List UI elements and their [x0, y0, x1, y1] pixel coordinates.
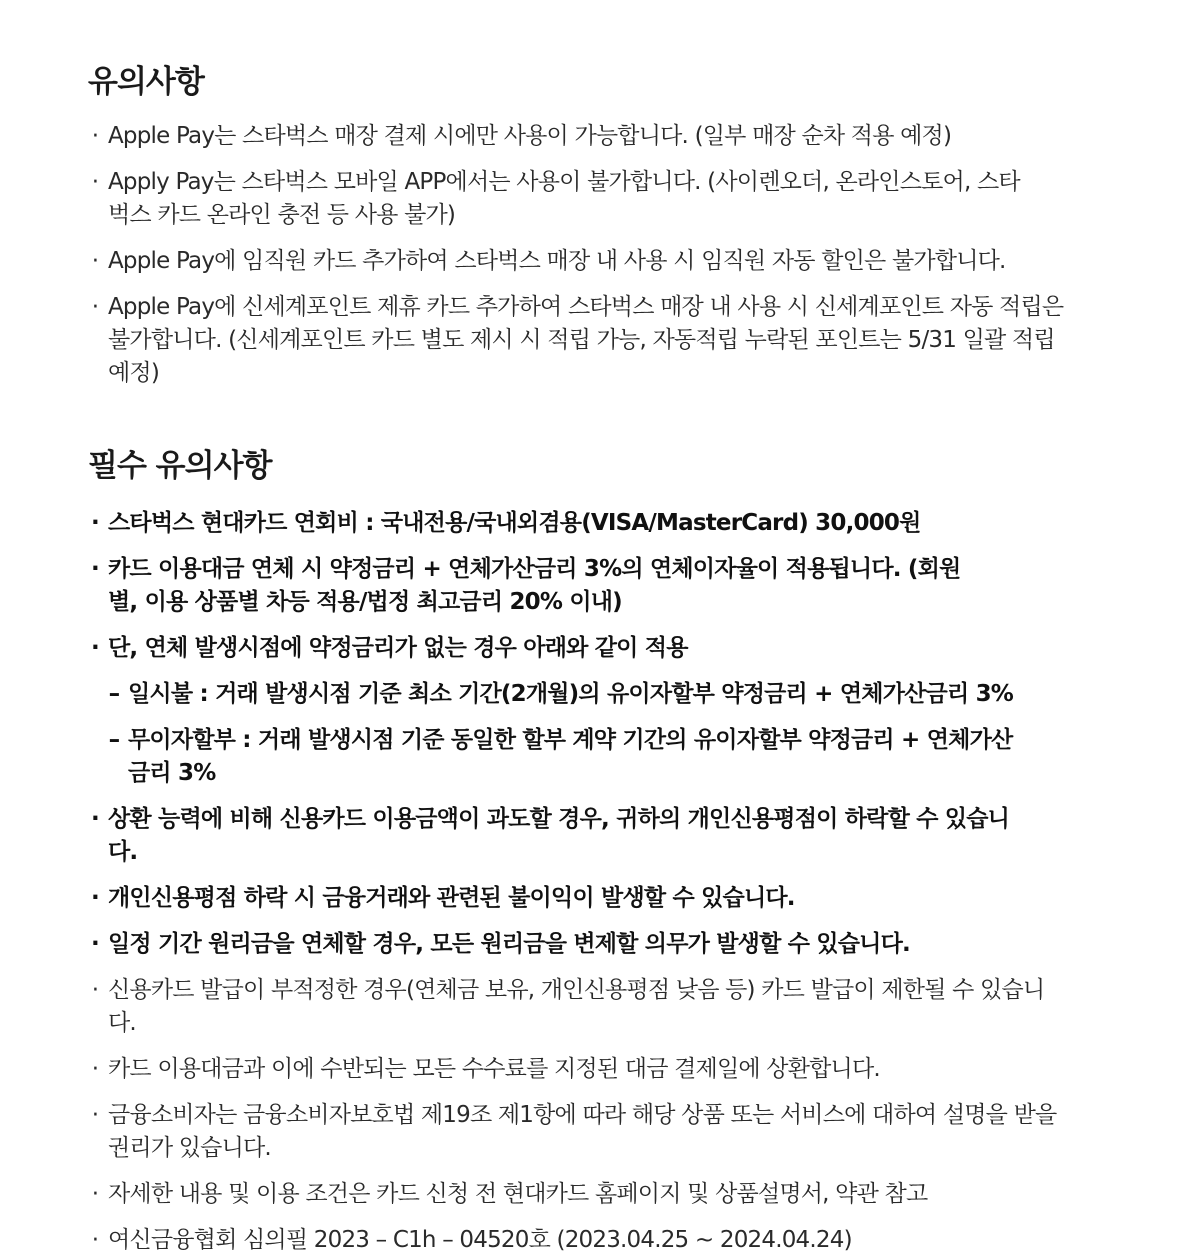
list-item: [88, 1099, 1083, 1165]
required-notice-list: [88, 507, 1088, 1257]
bullet-icon: ·: [91, 248, 99, 274]
bullet-icon: ·: [91, 1227, 99, 1253]
list-item: [88, 1224, 1088, 1257]
list-item: [88, 1178, 1088, 1211]
list-item-text: Apple Pay에 임직원 카드 추가하여 스타벅스 매장 내 사용 시 임직원 자동 할인은 불가합니다.: [108, 248, 1006, 274]
dash-icon: –: [108, 681, 120, 707]
list-item: [88, 166, 1038, 232]
list-item: [88, 120, 1088, 153]
list-item-text: 자세한 내용 및 이용 조건은 카드 신청 전 현대카드 홈페이지 및 상품설명서, 약관 참고: [108, 1181, 928, 1207]
bullet-icon: ·: [91, 123, 99, 149]
sub-list-item: [88, 724, 1028, 790]
list-item-text: 개인신용평점 하락 시 금융거래와 관련된 불이익이 발생할 수 있습니다.: [108, 885, 795, 911]
list-item: [88, 974, 1048, 1040]
list-item-text: 여신금융협회 심의필 2023 – C1h – 04520호 (2023.04.25 ~ 2024.04.24): [108, 1227, 852, 1253]
bullet-icon: ·: [91, 1056, 99, 1082]
list-item: [88, 245, 1088, 278]
list-item: [88, 553, 988, 619]
list-item-text: 일시불 : 거래 발생시점 기준 최소 기간(2개월)의 유이자할부 약정금리 + 연체가산금리 3%: [128, 681, 1014, 707]
bullet-icon: ·: [91, 1102, 99, 1128]
list-item: [88, 803, 1038, 869]
bullet-icon: ·: [91, 294, 99, 320]
bullet-icon: ·: [91, 510, 99, 536]
bullet-icon: ·: [91, 806, 99, 832]
sub-list-item: [88, 678, 1088, 711]
list-item: [88, 882, 1088, 915]
dash-icon: –: [108, 727, 120, 753]
bullet-icon: ·: [91, 1181, 99, 1207]
list-item: [88, 928, 1088, 961]
list-item-text: 카드 이용대금 연체 시 약정금리 + 연체가산금리 3%의 연체이자율이 적용됩니다. (회원별, 이용 상품별 차등 적용/법정 최고금리 20% 이내): [108, 556, 961, 615]
list-item-text: Apple Pay에 신세계포인트 제휴 카드 추가하여 스타벅스 매장 내 사용 시 신세계포인트 자동 적립은 불가합니다. (신세계포인트 카드 별도 제시 시 적립 가능, 자동적립 누락된 포인트는 5/31 일괄 적립 예정): [108, 294, 1064, 386]
list-item-text: 신용카드 발급이 부적정한 경우(연체금 보유, 개인신용평점 낮음 등) 카드 발급이 제한될 수 있습니다.: [108, 977, 1045, 1036]
list-item-text: 금융소비자는 금융소비자보호법 제19조 제1항에 따라 해당 상품 또는 서비스에 대하여 설명을 받을 권리가 있습니다.: [108, 1102, 1057, 1161]
list-item-text: 카드 이용대금과 이에 수반되는 모든 수수료를 지정된 대금 결제일에 상환합니다.: [108, 1056, 880, 1082]
list-item: [88, 632, 1088, 665]
bullet-icon: ·: [91, 635, 99, 661]
list-item: [88, 507, 1088, 540]
notice-list: [88, 120, 1088, 390]
list-item-text: 상환 능력에 비해 신용카드 이용금액이 과도할 경우, 귀하의 개인신용평점이 하락할 수 있습니다.: [108, 806, 1010, 865]
list-item-text: 일정 기간 원리금을 연체할 경우, 모든 원리금을 변제할 의무가 발생할 수 있습니다.: [108, 931, 910, 957]
list-item: [88, 1053, 1088, 1086]
list-item: [88, 291, 1078, 390]
bullet-icon: ·: [91, 885, 99, 911]
list-item-text: Apply Pay는 스타벅스 모바일 APP에서는 사용이 불가합니다. (사이렌오더, 온라인스토어, 스타벅스 카드 온라인 충전 등 사용 불가): [108, 169, 1020, 228]
list-item-text: 스타벅스 현대카드 연회비 : 국내전용/국내외겸용(VISA/MasterCard) 30,000원: [108, 510, 921, 536]
bullet-icon: ·: [91, 931, 99, 957]
bullet-icon: ·: [91, 169, 99, 195]
section-title-notice: 유의사항: [88, 64, 204, 100]
list-item-text: Apple Pay는 스타벅스 매장 결제 시에만 사용이 가능합니다. (일부 매장 순차 적용 예정): [108, 123, 952, 149]
section-title-required-notice: 필수 유의사항: [88, 448, 272, 484]
list-item-text: 무이자할부 : 거래 발생시점 기준 동일한 할부 계약 기간의 유이자할부 약정금리 + 연체가산금리 3%: [128, 727, 1013, 786]
list-item-text: 단, 연체 발생시점에 약정금리가 없는 경우 아래와 같이 적용: [108, 635, 688, 661]
bullet-icon: ·: [91, 977, 99, 1003]
bullet-icon: ·: [91, 556, 99, 582]
